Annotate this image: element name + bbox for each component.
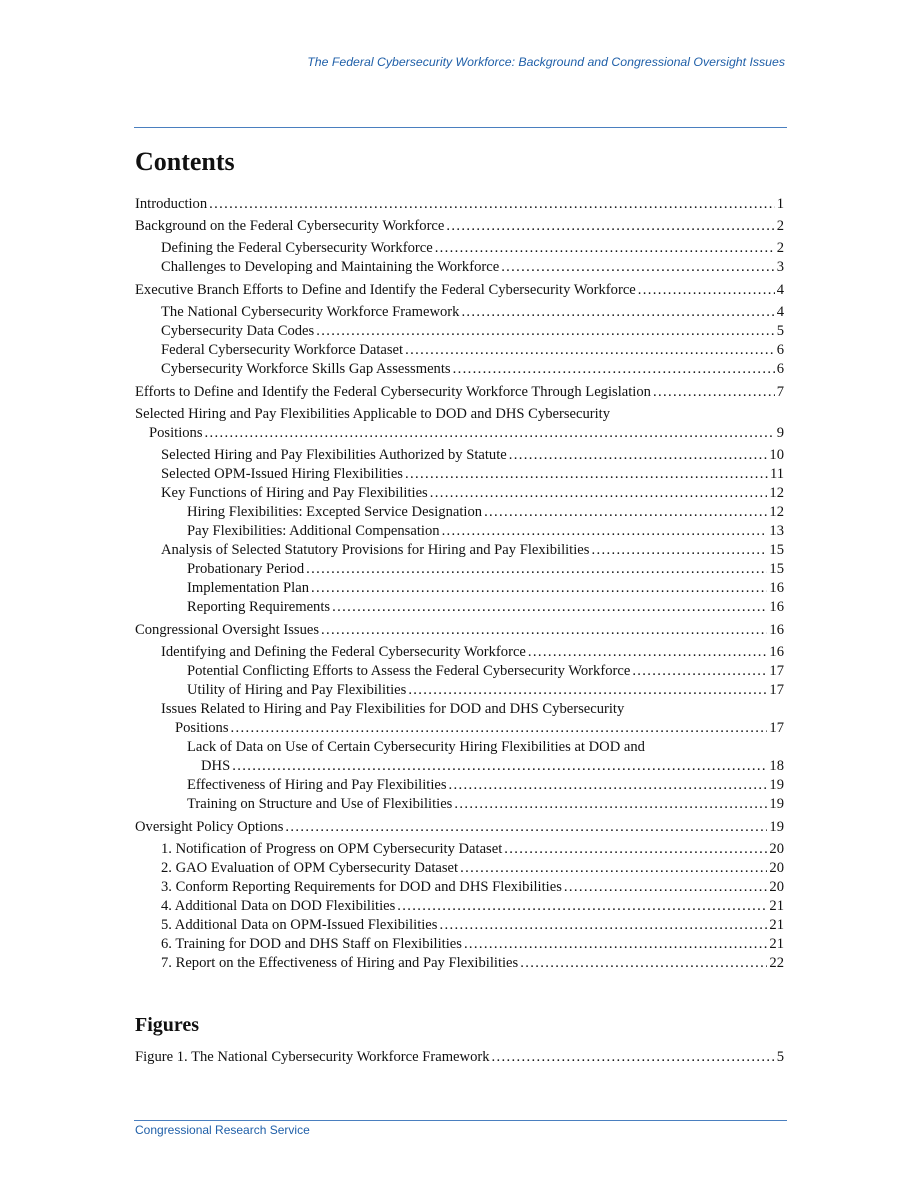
- toc-entry-title: 3. Conform Reporting Requirements for DOD and DHS Flexibilities: [161, 879, 562, 895]
- toc-entry[interactable]: [187, 503, 784, 521]
- toc-entry-page: 2: [776, 218, 784, 234]
- dot-leader: [408, 681, 767, 699]
- toc-entry-title: Cybersecurity Data Codes: [161, 323, 315, 339]
- contents-heading: Contents: [135, 147, 235, 176]
- toc-entry-title: Selected OPM-Issued Hiring Flexibilities: [161, 466, 403, 482]
- toc-entry-title: Probationary Period: [187, 561, 305, 577]
- toc-entry-page: 16: [769, 580, 784, 596]
- toc-entry-title: Identifying and Defining the Federal Cybersecurity Workforce: [161, 644, 526, 660]
- toc-entry-page: 12: [769, 485, 784, 501]
- toc-entry-title: Hiring Flexibilities: Excepted Service Designation: [187, 504, 483, 520]
- dot-leader: [492, 1048, 775, 1066]
- toc-entry-title: Analysis of Selected Statutory Provisions for Hiring and Pay Flexibilities: [161, 542, 590, 558]
- toc-entry-page: 12: [769, 504, 784, 520]
- figure-entry-page: 5: [776, 1049, 784, 1065]
- toc-entry[interactable]: [135, 383, 784, 401]
- toc-entry[interactable]: [161, 258, 784, 276]
- dot-leader: [453, 360, 775, 378]
- toc-entry[interactable]: [161, 303, 784, 321]
- toc-entry-title: Pay Flexibilities: Additional Compensation: [187, 523, 440, 539]
- toc-entry-page: 19: [769, 777, 784, 793]
- toc-entry[interactable]: [161, 643, 784, 661]
- toc-entry[interactable]: [187, 681, 784, 699]
- dot-leader: [528, 643, 768, 661]
- toc-entry-title: Key Functions of Hiring and Pay Flexibilities: [161, 485, 428, 501]
- toc-entry-page: 19: [769, 819, 784, 835]
- dot-leader: [460, 859, 767, 877]
- toc-entry-page: 9: [776, 425, 784, 441]
- toc-entry-title: Defining the Federal Cybersecurity Workforce: [161, 240, 433, 256]
- dot-leader: [442, 522, 768, 540]
- toc-entry[interactable]: [187, 560, 784, 578]
- toc-entry-title: Positions: [175, 720, 229, 736]
- toc-entry-title: Background on the Federal Cybersecurity Workforce: [135, 218, 445, 234]
- toc-entry-title: 6. Training for DOD and DHS Staff on Flexibilities: [161, 936, 462, 952]
- toc-entry-page: 15: [769, 542, 784, 558]
- toc-entry[interactable]: [187, 579, 784, 597]
- toc-entry-page: 20: [769, 879, 784, 895]
- toc-entry-page: 20: [769, 860, 784, 876]
- toc-entry[interactable]: [161, 446, 784, 464]
- toc-entry-page: 20: [769, 841, 784, 857]
- toc-entry[interactable]: [187, 662, 784, 680]
- toc-entry[interactable]: [135, 281, 784, 299]
- toc-entry-title: Reporting Requirements: [187, 599, 331, 615]
- dot-leader: [397, 897, 767, 915]
- dot-leader: [405, 341, 775, 359]
- toc-entry[interactable]: [187, 598, 784, 616]
- toc-entry-page: 18: [769, 758, 784, 774]
- toc-entry-title: Federal Cybersecurity Workforce Dataset: [161, 342, 404, 358]
- dot-leader: [430, 484, 768, 502]
- toc-entry-page: 21: [769, 917, 784, 933]
- toc-entry-page: 2: [776, 240, 784, 256]
- toc-entry[interactable]: [161, 239, 784, 257]
- dot-leader: [501, 258, 775, 276]
- toc-entry[interactable]: [161, 916, 784, 934]
- dot-leader: [205, 424, 775, 442]
- dot-leader: [232, 757, 767, 775]
- toc-entry-title: DHS: [201, 758, 231, 774]
- dot-leader: [446, 217, 774, 235]
- toc-entry[interactable]: [161, 322, 784, 340]
- footer-organization: Congressional Research Service: [135, 1123, 310, 1137]
- dot-leader: [484, 503, 767, 521]
- toc-entry-title: Potential Conflicting Efforts to Assess the Federal Cybersecurity Workforce: [187, 663, 631, 679]
- toc-entry-title-line1: Selected Hiring and Pay Flexibilities Applicable to DOD and DHS Cybersecurity: [135, 406, 611, 422]
- toc-entry[interactable]: [135, 405, 784, 442]
- toc-entry-page: 6: [776, 361, 784, 377]
- toc-entry[interactable]: [187, 522, 784, 540]
- toc-entry-title: Introduction: [135, 196, 208, 212]
- toc-entry-title: Cybersecurity Workforce Skills Gap Assessments: [161, 361, 451, 377]
- toc-entry-page: 15: [769, 561, 784, 577]
- toc-entry[interactable]: [135, 195, 784, 213]
- dot-leader: [306, 560, 767, 578]
- toc-entry-title: Implementation Plan: [187, 580, 309, 596]
- header-rule: [134, 127, 787, 128]
- toc-entry[interactable]: [161, 541, 784, 559]
- dot-leader: [321, 621, 767, 639]
- toc-entry-page: 16: [769, 622, 784, 638]
- toc-entry[interactable]: [135, 217, 784, 235]
- toc-entry-title: 5. Additional Data on OPM-Issued Flexibilities: [161, 917, 438, 933]
- toc-entry-title: 4. Additional Data on DOD Flexibilities: [161, 898, 396, 914]
- dot-leader: [209, 195, 775, 213]
- toc-entry-title: 7. Report on the Effectiveness of Hiring and Pay Flexibilities: [161, 955, 519, 971]
- toc-entry-page: 17: [769, 682, 784, 698]
- toc-entry[interactable]: [161, 360, 784, 378]
- toc-entry-page: 3: [776, 259, 784, 275]
- toc-entry-title: Congressional Oversight Issues: [135, 622, 320, 638]
- toc-entry-page: 17: [769, 720, 784, 736]
- dot-leader: [632, 662, 767, 680]
- toc-entry-title: Selected Hiring and Pay Flexibilities Authorized by Statute: [161, 447, 507, 463]
- toc-entry-page: 16: [769, 644, 784, 660]
- dot-leader: [461, 303, 774, 321]
- footer-rule: [134, 1120, 787, 1121]
- toc-entry[interactable]: [135, 818, 784, 836]
- toc-entry-page: 4: [776, 282, 784, 298]
- dot-leader: [449, 776, 768, 794]
- dot-leader: [520, 954, 767, 972]
- toc-entry-title: Utility of Hiring and Pay Flexibilities: [187, 682, 407, 698]
- dot-leader: [285, 818, 767, 836]
- toc-entry-title: Efforts to Define and Identify the Federal Cybersecurity Workforce Through Legislation: [135, 384, 651, 400]
- dot-leader: [638, 281, 775, 299]
- toc-entry[interactable]: [161, 341, 784, 359]
- toc-entry[interactable]: [187, 795, 784, 813]
- toc-entry-page: 6: [776, 342, 784, 358]
- toc-entry-page: 10: [769, 447, 784, 463]
- dot-leader: [332, 598, 767, 616]
- toc-entry[interactable]: [161, 878, 784, 896]
- toc-entry-page: 7: [776, 384, 784, 400]
- toc-entry-page: 21: [769, 898, 784, 914]
- dot-leader: [464, 935, 767, 953]
- toc-entry-page: 5: [776, 323, 784, 339]
- dot-leader: [653, 383, 775, 401]
- dot-leader: [564, 878, 768, 896]
- toc-entry[interactable]: [161, 859, 784, 877]
- toc-entry[interactable]: [135, 621, 784, 639]
- toc-entry-title-line1: Issues Related to Hiring and Pay Flexibilities for DOD and DHS Cybersecurity: [161, 701, 625, 717]
- toc-entry-title: 1. Notification of Progress on OPM Cybersecurity Dataset: [161, 841, 503, 857]
- dot-leader: [439, 916, 767, 934]
- toc-entry[interactable]: [161, 484, 784, 502]
- toc-entry[interactable]: [161, 700, 784, 737]
- dot-leader: [504, 840, 767, 858]
- toc-entry-title: Challenges to Developing and Maintaining the Workforce: [161, 259, 500, 275]
- toc-entry-title: The National Cybersecurity Workforce Framework: [161, 304, 460, 320]
- toc-entry-page: 17: [769, 663, 784, 679]
- toc-entry[interactable]: [187, 776, 784, 794]
- toc-entry-page: 13: [769, 523, 784, 539]
- toc-entry-page: 4: [776, 304, 784, 320]
- figures-heading: Figures: [135, 1014, 200, 1036]
- toc-entry[interactable]: [187, 738, 784, 775]
- toc-entry-page: 21: [769, 936, 784, 952]
- toc-entry[interactable]: [161, 954, 784, 972]
- figure-entry[interactable]: [135, 1048, 784, 1066]
- toc-entry-title-line1: Lack of Data on Use of Certain Cybersecurity Hiring Flexibilities at DOD and: [187, 739, 645, 755]
- dot-leader: [311, 579, 767, 597]
- toc-entry-page: 22: [769, 955, 784, 971]
- dot-leader: [435, 239, 775, 257]
- dot-leader: [454, 795, 767, 813]
- toc-entry[interactable]: [161, 465, 784, 483]
- toc-entry[interactable]: [161, 935, 784, 953]
- toc-entry-page: 19: [769, 796, 784, 812]
- dot-leader: [591, 541, 767, 559]
- toc-entry-page: 11: [769, 466, 784, 482]
- toc-entry-page: 16: [769, 599, 784, 615]
- toc-entry-page: 1: [776, 196, 784, 212]
- toc-entry-title: Positions: [149, 425, 203, 441]
- toc-entry[interactable]: [161, 840, 784, 858]
- toc-entry-title: Oversight Policy Options: [135, 819, 284, 835]
- dot-leader: [231, 719, 768, 737]
- toc-entry-title: 2. GAO Evaluation of OPM Cybersecurity Dataset: [161, 860, 459, 876]
- running-header-title: The Federal Cybersecurity Workforce: Background and Congressional Oversight Issues: [307, 55, 785, 69]
- dot-leader: [316, 322, 775, 340]
- toc-entry-title: Training on Structure and Use of Flexibilities: [187, 796, 453, 812]
- dot-leader: [509, 446, 768, 464]
- toc-entry[interactable]: [161, 897, 784, 915]
- figure-entry-title: Figure 1. The National Cybersecurity Workforce Framework: [135, 1049, 490, 1065]
- toc-entry-title: Effectiveness of Hiring and Pay Flexibilities: [187, 777, 447, 793]
- toc-entry-title: Executive Branch Efforts to Define and Identify the Federal Cybersecurity Workforce: [135, 282, 636, 298]
- dot-leader: [405, 465, 768, 483]
